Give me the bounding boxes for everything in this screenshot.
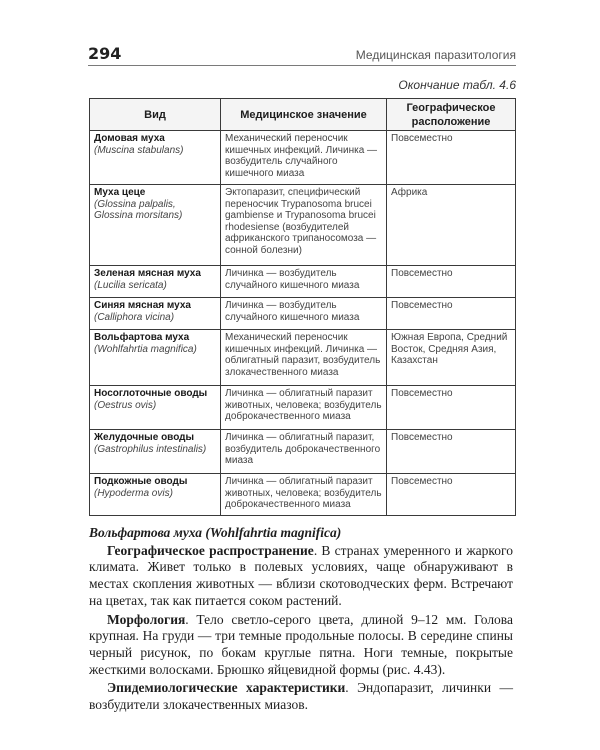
species-cell bbox=[90, 386, 221, 430]
table-row bbox=[90, 131, 516, 185]
geography-cell: Повсеместно bbox=[387, 386, 516, 430]
section-title: Вольфартова муха (Wohlfahrtia magnifica) bbox=[89, 525, 342, 540]
table-row bbox=[90, 185, 516, 266]
species-name: Носоглоточные оводы bbox=[94, 388, 208, 399]
table-row bbox=[90, 474, 516, 516]
table-row bbox=[90, 430, 516, 474]
species-name: Зеленая мясная муха bbox=[94, 268, 201, 279]
geography-cell: Повсеместно bbox=[387, 298, 516, 330]
species-cell bbox=[90, 298, 221, 330]
paragraph-text: . В странах умеренного и жаркого климата. Живет только в полевых условиях, чаще обнаруживают в местах скопления животных — вблизи скотоводческих ферм. Встречают на цветах, так как питается соком растений. bbox=[89, 542, 513, 608]
geography-cell: Повсеместно bbox=[387, 430, 516, 474]
paragraph-label: Географическое распространение bbox=[107, 542, 314, 558]
medical-cell: Механический переносчик кишечных инфекций. Личинка — облигатный паразит, возбудитель злокачественного миаза bbox=[221, 330, 387, 386]
table-row bbox=[90, 266, 516, 298]
paragraph-label: Морфология bbox=[107, 611, 186, 627]
column-header-medical: Медицинское значение bbox=[221, 99, 387, 131]
medical-cell: Личинка — облигатный паразит животных, человека; возбудитель доброкачественного миаза bbox=[221, 386, 387, 430]
species-latin: (Calliphora vicina) bbox=[94, 311, 175, 323]
geography-cell: Повсеместно bbox=[387, 131, 516, 185]
species-cell bbox=[90, 266, 221, 298]
page-header bbox=[88, 37, 516, 66]
geography-cell: Повсеместно bbox=[387, 266, 516, 298]
paragraph-text: . Тело светло-серого цвета, длиной 9–12 мм. Голова крупная. На груди — три темные продольные полосы. В середине спины черный рисунок, по бокам круглые пятна. Ноги темные, покрытые жесткими волосками. Брюшко яйцевидной формы (рис. 4.43). bbox=[89, 611, 513, 677]
species-table bbox=[89, 98, 516, 516]
species-latin: (Oestrus ovis) bbox=[94, 399, 157, 411]
species-latin: (Gastrophilus intestinalis) bbox=[94, 443, 207, 455]
species-name: Желудочные оводы bbox=[94, 432, 195, 443]
species-name: Муха цеце bbox=[94, 187, 146, 198]
geography-cell: Повсеместно bbox=[387, 474, 516, 516]
paragraph-epidemiology bbox=[89, 680, 513, 713]
species-latin: (Hypoderma ovis) bbox=[94, 487, 173, 499]
species-name: Подкожные оводы bbox=[94, 476, 188, 487]
species-cell bbox=[90, 430, 221, 474]
table-row bbox=[90, 330, 516, 386]
medical-cell: Личинка — облигатный паразит животных, человека; возбудитель доброкачественного миаза bbox=[221, 474, 387, 516]
species-cell bbox=[90, 330, 221, 386]
species-cell bbox=[90, 185, 221, 266]
running-title: Медицинская паразитология bbox=[355, 48, 516, 62]
medical-cell: Механический переносчик кишечных инфекций. Личинка — возбудитель случайного кишечного миаза bbox=[221, 131, 387, 185]
species-latin: (Muscina stabulans) bbox=[94, 144, 184, 156]
paragraph-text: . Эндопаразит, личинки — возбудители злокачественных миазов. bbox=[89, 680, 513, 713]
medical-cell: Личинка — возбудитель случайного кишечного миаза bbox=[221, 266, 387, 298]
paragraph-distribution bbox=[89, 543, 513, 610]
species-latin: (Glossina palpalis, Glossina morsitans) bbox=[94, 198, 183, 221]
geography-cell: Африка bbox=[387, 185, 516, 266]
column-header-geography: Географическое расположение bbox=[387, 99, 516, 131]
table-caption: Окончание табл. 4.6 bbox=[398, 78, 516, 92]
column-header-species: Вид bbox=[90, 99, 221, 131]
species-latin: (Lucilia sericata) bbox=[94, 279, 167, 291]
species-cell bbox=[90, 474, 221, 516]
table-header-row bbox=[90, 99, 516, 131]
species-name: Синяя мясная муха bbox=[94, 300, 191, 311]
paragraph-label: Эпидемиологические характеристики bbox=[107, 680, 346, 696]
species-name: Вольфартова муха bbox=[94, 332, 190, 343]
table-row bbox=[90, 298, 516, 330]
medical-cell: Эктопаразит, специфический переносчик Trypanosoma brucei gambiense и Trypanosoma brucei rhodesiense (возбудителей африканского трипаносомоза — сонной болезни) bbox=[221, 185, 387, 266]
body-text bbox=[89, 525, 513, 714]
table-row bbox=[90, 386, 516, 430]
geography-cell: Южная Европа, Средний Восток, Средняя Азия, Казахстан bbox=[387, 330, 516, 386]
page-number: 294 bbox=[88, 44, 122, 63]
medical-cell: Личинка — возбудитель случайного кишечного миаза bbox=[221, 298, 387, 330]
species-name: Домовая муха bbox=[94, 133, 165, 144]
species-cell bbox=[90, 131, 221, 185]
species-latin: (Wohlfahrtia magnifica) bbox=[94, 343, 197, 355]
medical-cell: Личинка — облигатный паразит, возбудитель доброкачественного миаза bbox=[221, 430, 387, 474]
paragraph-morphology bbox=[89, 612, 513, 679]
